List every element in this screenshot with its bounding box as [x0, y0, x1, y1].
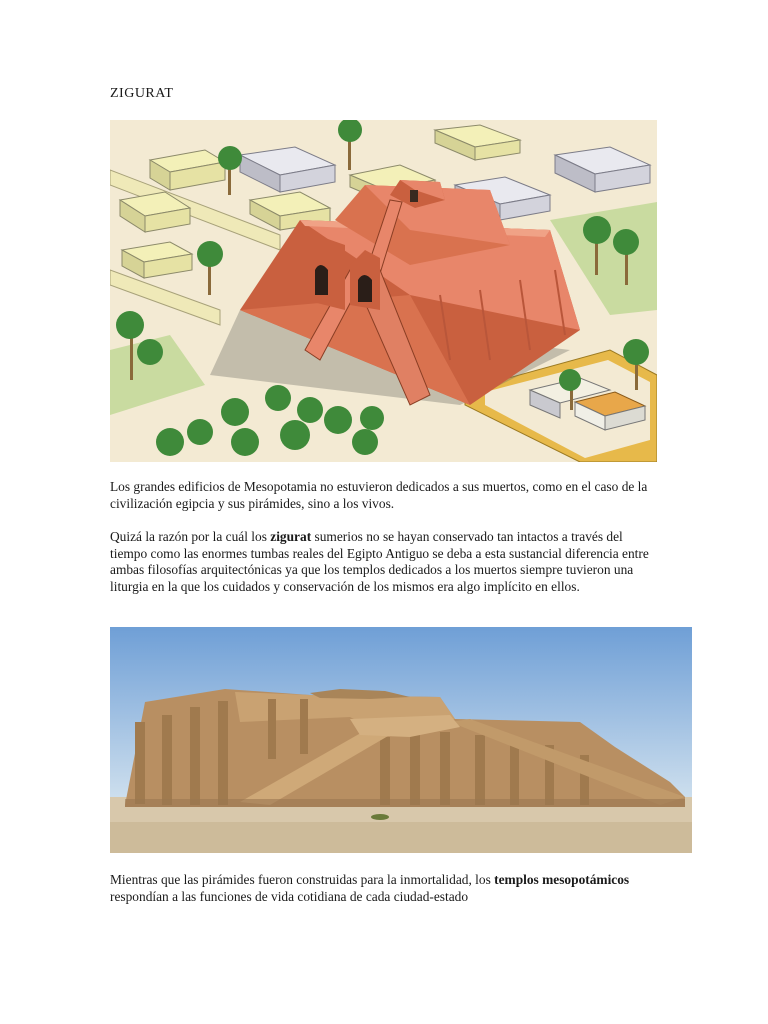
ziggurat-illustration — [110, 120, 657, 462]
paragraph-2-text-a: Quizá la razón por la cuál los — [110, 529, 271, 544]
ziggurat-photo — [110, 627, 692, 853]
paragraph-3 — [110, 872, 670, 905]
paragraph-2 — [110, 529, 662, 595]
paragraph-3-text-a: Mientras que las pirámides fueron construidas para la inmortalidad, los — [110, 872, 495, 887]
document-title: ZIGURAT — [110, 86, 174, 101]
paragraph-1: Los grandes edificios de Mesopotamia no estuvieron dedicados a sus muertos, como en el caso de la civilización egipcia y sus pirámides, sino a los vivos. — [110, 479, 648, 511]
paragraph-3-text-b: respondían a las funciones de vida cotidiana de cada ciudad-estado — [110, 888, 469, 904]
paragraph-2-text-b: sumerios no se hayan conservado tan intactos a través del tiempo como las enormes tumbas reales del Egipto Antiguo se deba a esta sustancial diferencia entre ambas filosofías arquitectónicas ya que los templos dedicados a los muertos siempre tuvieron una liturgia en la que los cuidados y conservación de los mismos era algo implícito en ellos. — [110, 529, 649, 594]
paragraph-2-bold-zigurat: zigurat — [270, 529, 312, 544]
paragraph-3-bold-templos: templos mesopotámicos — [494, 872, 630, 887]
